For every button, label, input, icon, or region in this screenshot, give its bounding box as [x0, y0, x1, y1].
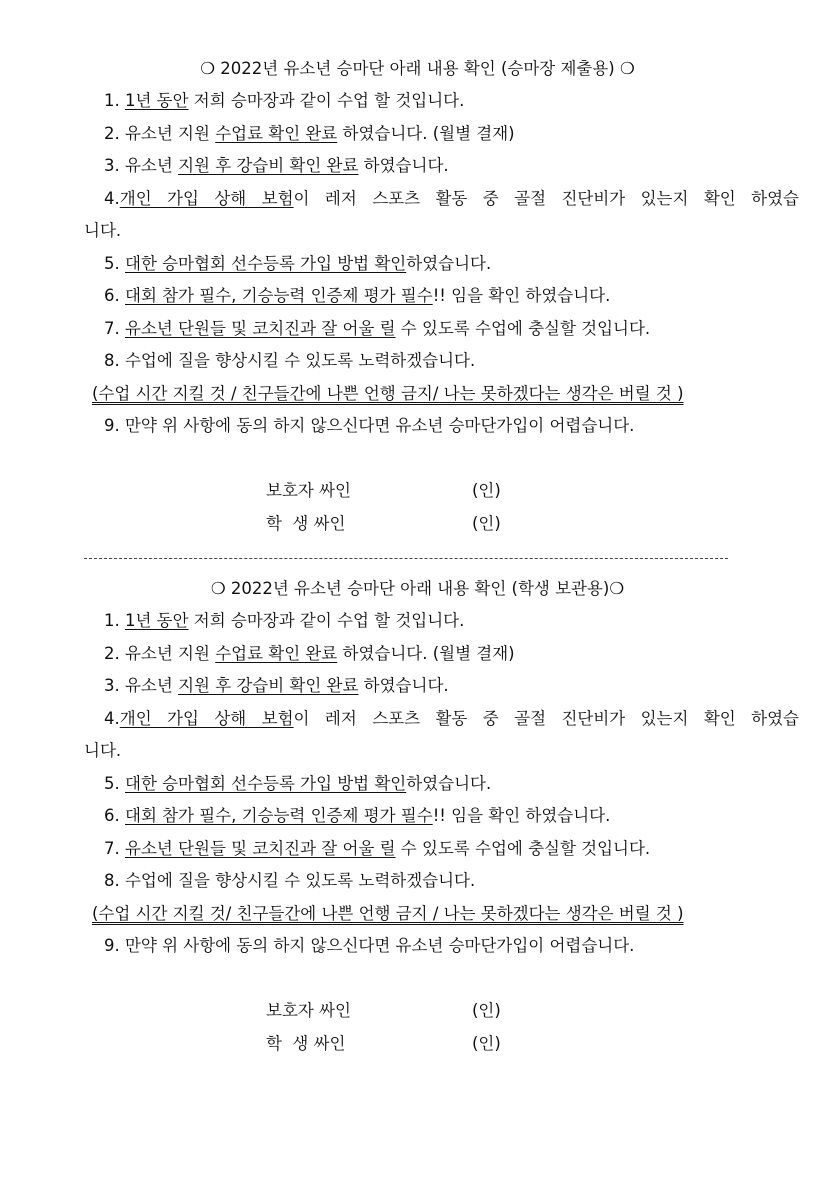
consent-section-student-copy	[0, 578, 835, 1066]
item-5: 5. 대한 승마협회 선수등록 가입 방법 확인하였습니다.	[104, 253, 492, 273]
cut-line-divider	[84, 558, 728, 560]
item-4-continued: 니다.	[84, 221, 122, 240]
item-8: 8. 수업에 질을 향상시킬 수 있도록 노력하겠습니다.	[104, 351, 476, 370]
guardian-signature	[0, 1000, 835, 1022]
guardian-signature-label: 보호자 싸인	[266, 1000, 351, 1020]
student-signature	[0, 1033, 835, 1055]
item-2: 2. 유소년 지원 수업료 확인 완료 하였습니다. (월별 결재)	[104, 123, 515, 143]
student-signature-label: 학 생 싸인	[266, 513, 346, 533]
item-6: 6. 대회 참가 필수, 기승능력 인증제 평가 필수!! 임을 확인 하였습니다.	[104, 286, 611, 305]
item-2: 2. 유소년 지원 수업료 확인 완료 하였습니다. (월별 결재)	[104, 643, 515, 663]
item-7: 7. 유소년 단원들 및 코치진과 잘 어울 릴 수 있도록 수업에 충실할 것입니다.	[104, 838, 651, 858]
guardian-seal: (인)	[472, 480, 501, 500]
section-title: ❍ 2022년 유소년 승마단 아래 내용 확인 (승마장 제출용) ❍	[200, 59, 635, 78]
item-1: 1. 1년 동안 저희 승마장과 같이 수업 할 것입니다.	[104, 91, 465, 110]
section-title: ❍ 2022년 유소년 승마단 아래 내용 확인 (학생 보관용)❍	[210, 579, 625, 598]
student-signature-label: 학 생 싸인	[266, 1033, 346, 1053]
item-7: 7. 유소년 단원들 및 코치진과 잘 어울 릴 수 있도록 수업에 충실할 것입니다.	[104, 318, 651, 338]
item-5: 5. 대한 승마협회 선수등록 가입 방법 확인하였습니다.	[104, 773, 492, 793]
item-6: 6. 대회 참가 필수, 기승능력 인증제 평가 필수!! 임을 확인 하였습니다.	[104, 806, 611, 825]
item-9: 9. 만약 위 사항에 동의 하지 않으신다면 유소년 승마단가입이 어렵습니다.	[104, 936, 635, 955]
student-seal: (인)	[472, 1033, 501, 1053]
item-3: 3. 유소년 지원 후 강습비 확인 완료 하였습니다.	[104, 156, 449, 175]
guardian-seal: (인)	[472, 1000, 501, 1020]
item-9: 9. 만약 위 사항에 동의 하지 않으신다면 유소년 승마단가입이 어렵습니다.	[104, 416, 635, 435]
guardian-signature-label: 보호자 싸인	[266, 480, 351, 500]
item-8: 8. 수업에 질을 향상시킬 수 있도록 노력하겠습니다.	[104, 871, 476, 890]
student-seal: (인)	[472, 513, 501, 533]
consent-section-submission	[0, 58, 835, 546]
rules-note: (수업 시간 지킬 것/ 친구들간에 나쁜 언행 금지 / 나는 못하겠다는 생각은 버릴 것 )	[92, 903, 684, 923]
item-4-continued: 니다.	[84, 741, 122, 760]
item-4: 4.개인 가입 상해 보험이 레저 스포츠 활동 중 골절 진단비가 있는지 확인 하였습	[104, 188, 799, 208]
item-1: 1. 1년 동안 저희 승마장과 같이 수업 할 것입니다.	[104, 611, 465, 630]
item-4: 4.개인 가입 상해 보험이 레저 스포츠 활동 중 골절 진단비가 있는지 확인 하였습	[104, 708, 799, 728]
guardian-signature	[0, 480, 835, 502]
rules-note: (수업 시간 지킬 것 / 친구들간에 나쁜 언행 금지/ 나는 못하겠다는 생각은 버릴 것 )	[92, 383, 684, 403]
item-3: 3. 유소년 지원 후 강습비 확인 완료 하였습니다.	[104, 676, 449, 695]
student-signature	[0, 513, 835, 535]
